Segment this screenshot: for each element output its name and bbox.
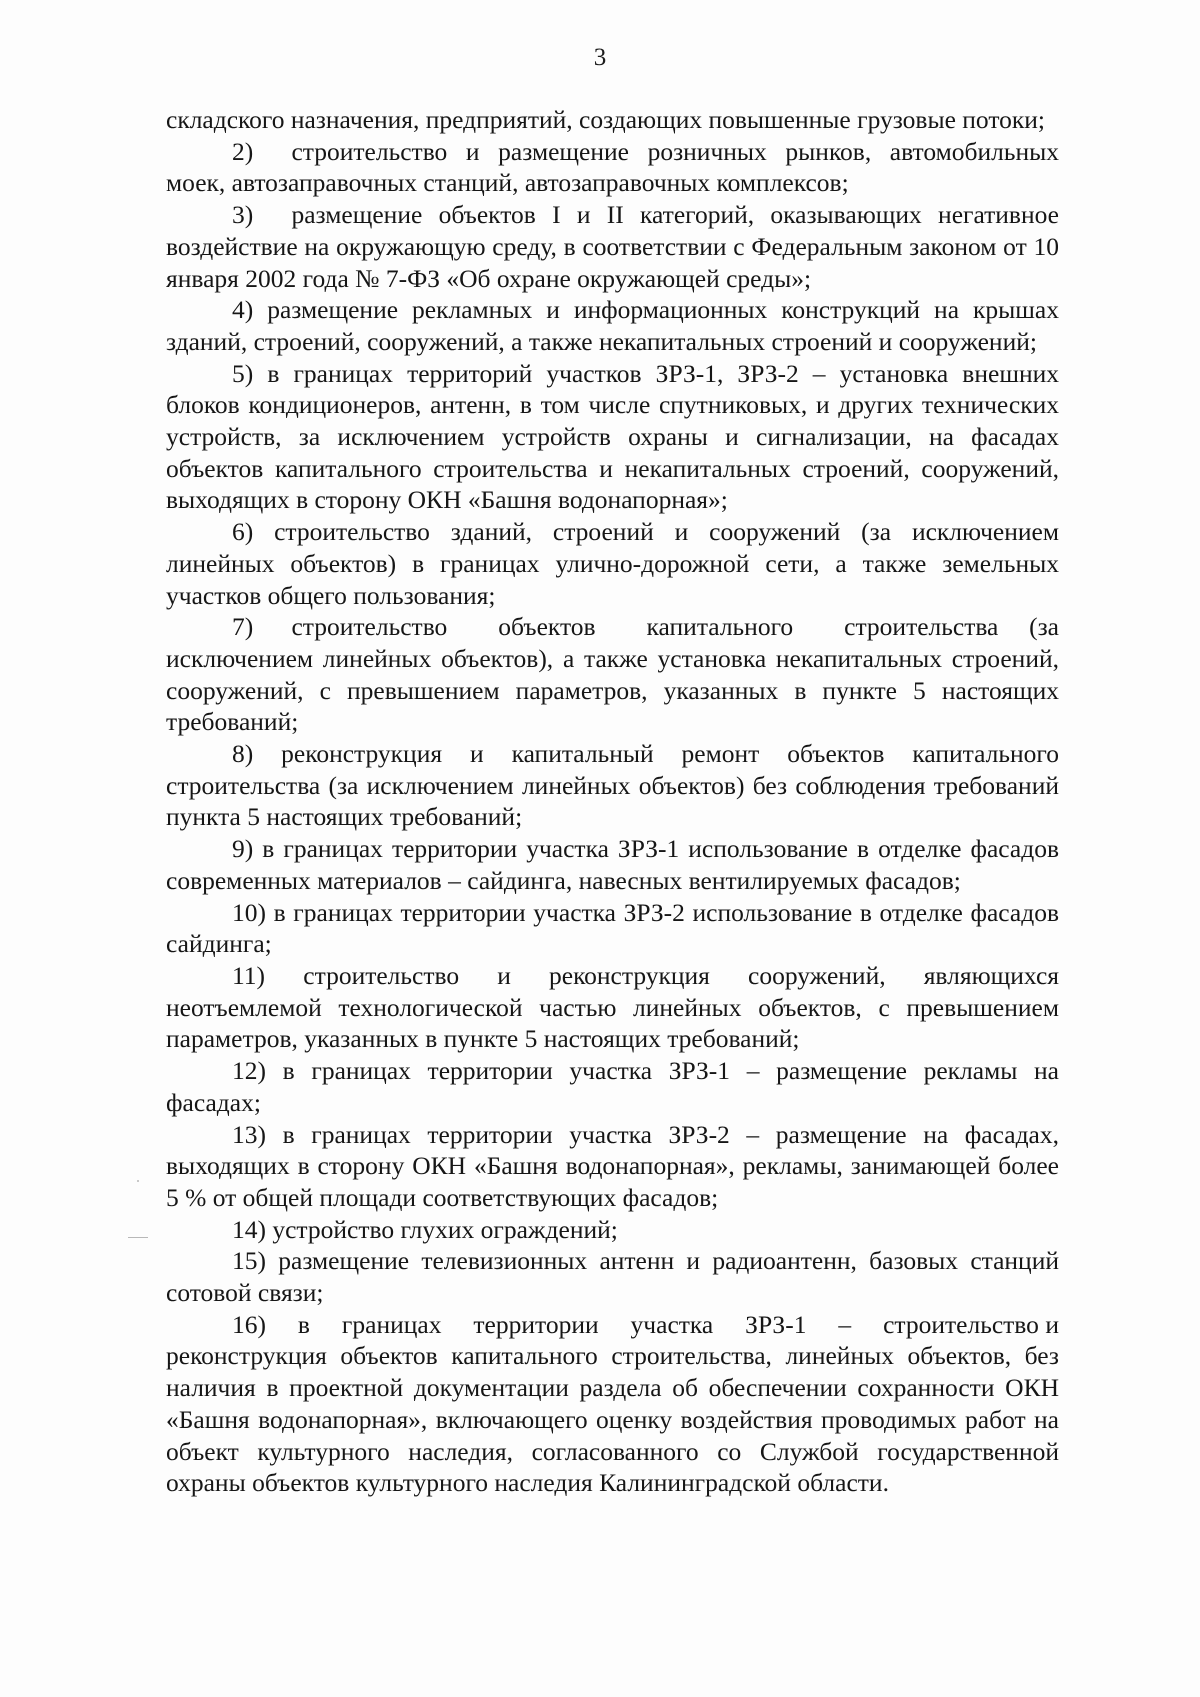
list-item-7: 7) строительство объектов капитального строительства (за исключением линейных объектов), а также установка некапитальных строений, сооружений, с превышением параметров, указанных в пункте 5 настоящих требований;: [166, 612, 1059, 737]
list-item-16: 16) в границах территории участка ЗРЗ-1 – строительство и реконструкция объектов капитального строительства, линейных объектов, без наличия в проектной документации раздела об обеспечении сохранности ОКН «Башня водонапорная», включающего оценку воздействия проводимых работ на объект культурного наследия, согласованного со Службой государственной охраны объектов культурного наследия Калининградской области.: [166, 1309, 1059, 1498]
list-item-9: 9) в границах территории участка ЗРЗ-1 использование в отделке фасадов современных материалов – сайдинга, навесных вентилируемых фасадов;: [166, 834, 1059, 895]
scan-artifact-dot: [137, 1180, 139, 1182]
paragraph-continuation: складского назначения, предприятий, создающих повышенные грузовые потоки;: [166, 105, 1046, 134]
scan-artifact-line: [128, 1237, 148, 1238]
list-item-10: 10) в границах территории участка ЗРЗ-2 использование в отделке фасадов сайдинга;: [166, 897, 1059, 959]
list-item-13: 13) в границах территории участка ЗРЗ-2 – размещение на фасадах, выходящих в сторону ОКН «Башня водонапорная», рекламы, занимающей более 5 % от общей площади соответствующих фасадов;: [166, 1119, 1059, 1212]
list-item-11: 11) строительство и реконструкция сооружений, являющихся неотъемлемой технологической частью линейных объектов, с превышением параметров, указанных в пункте 5 настоящих требований;: [166, 960, 1059, 1054]
list-item-15: 15) размещение телевизионных антенн и радиоантенн, базовых станций сотовой связи;: [166, 1246, 1059, 1308]
list-item-2: 2) строительство и размещение розничных рынков, автомобильных моек, автозаправочных станций, автозаправочных комплексов;: [166, 136, 1059, 198]
list-item-5: 5) в границах территорий участков ЗРЗ-1, ЗРЗ-2 – установка внешних блоков кондиционеров, антенн, в том числе спутниковых, и других технических устройств, за исключением устройств охраны и сигнализации, на фасадах объектов капитального строительства и некапитальных строений, сооружений, выходящих в сторону ОКН «Башня водонапорная»;: [166, 358, 1059, 515]
list-item-14: 14) устройство глухих ограждений;: [232, 1214, 618, 1244]
list-item-8: 8) реконструкция и капитальный ремонт объектов капитального строительства (за исключением линейных объектов) без соблюдения требований пункта 5 настоящих требований;: [166, 739, 1059, 832]
document-body: [166, 104, 1059, 1499]
list-item-12: 12) в границах территории участка ЗРЗ-1 – размещение рекламы на фасадах;: [166, 1056, 1059, 1117]
list-item-6: 6) строительство зданий, строений и сооружений (за исключением линейных объектов) в границах улично-дорожной сети, а также земельных участков общего пользования;: [166, 517, 1059, 610]
list-item-4: 4) размещение рекламных и информационных конструкций на крышах зданий, строений, сооружений, а также некапитальных строений и сооружений;: [166, 295, 1059, 356]
page-number: 3: [593, 44, 607, 71]
list-item-3: 3) размещение объектов I и II категорий, оказывающих негативное воздействие на окружающую среду, в соответствии с Федеральным законом от 10 января 2002 года № 7-ФЗ «Об охране окружающей среды»;: [166, 200, 1059, 293]
